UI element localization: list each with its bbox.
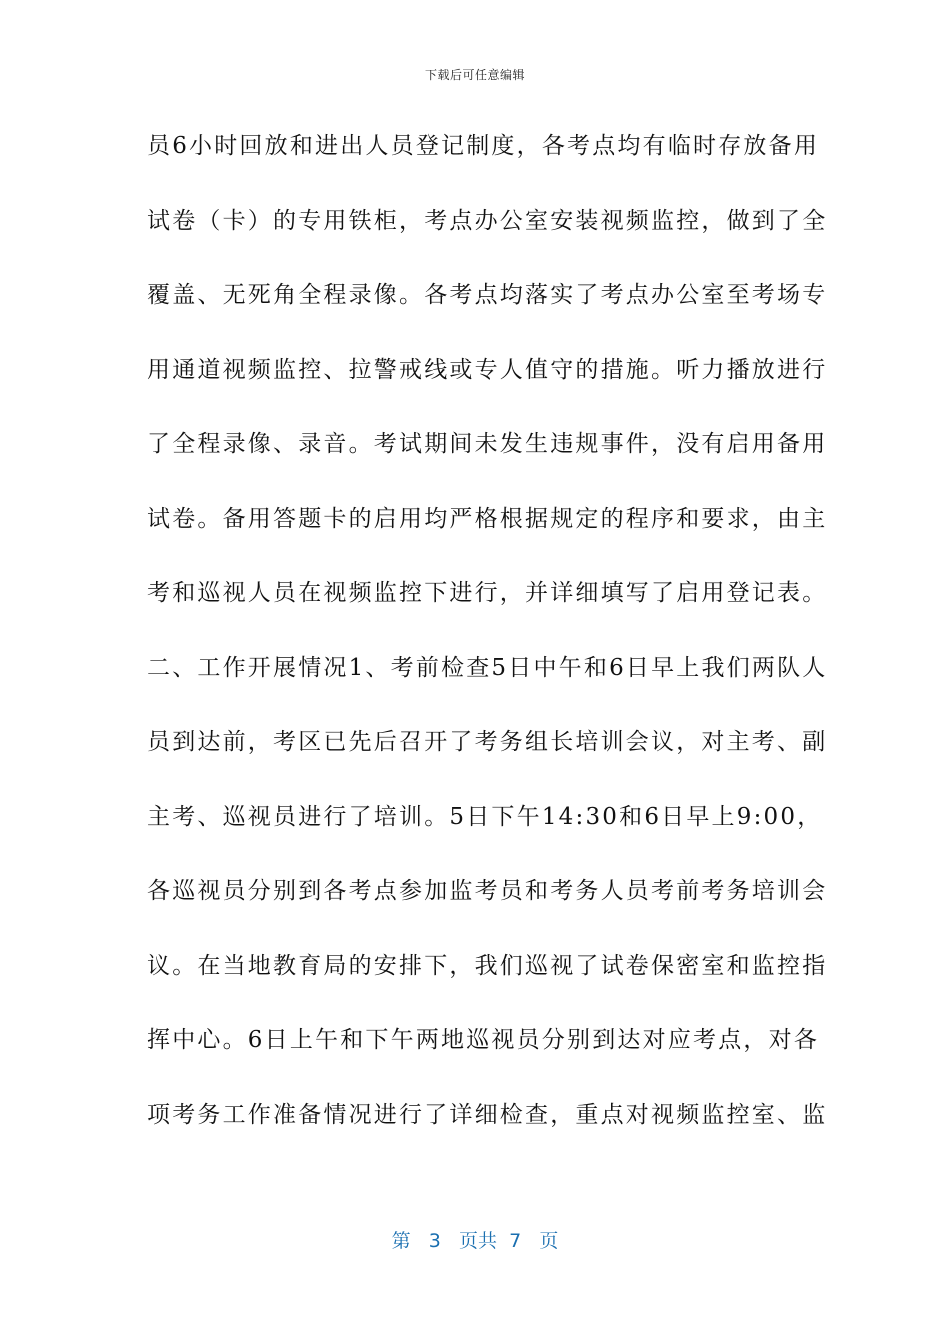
- text-line: 主考、巡视员进行了培训。5日下午14:30和6日早上9:00，: [147, 803, 823, 830]
- page-header: 下载后可任意编辑: [424, 68, 525, 82]
- text-line: 议。在当地教育局的安排下，我们巡视了试卷保密室和监控指: [147, 952, 828, 979]
- text-line: 各巡视员分别到各考点参加监考员和考务人员考前考务培训会: [147, 878, 828, 904]
- text-line: 用通道视频监控、拉警戒线或专人值守的措施。听力播放进行: [147, 356, 828, 383]
- footer-prefix: 第: [391, 1230, 411, 1252]
- text-line: 考和巡视人员在视频监控下进行，并详细填写了启用登记表。: [147, 580, 828, 606]
- page-footer: [0, 1226, 950, 1253]
- text-line: 员6小时回放和进出人员登记制度，各考点均有临时存放备用: [147, 133, 820, 159]
- text-line: 了全程录像、录音。考试期间未发生违规事件，没有启用备用: [147, 431, 828, 457]
- text-line: 项考务工作准备情况进行了详细检查，重点对视频监控室、监: [147, 1101, 828, 1128]
- footer-middle: 页共: [459, 1230, 498, 1252]
- text-line: 二、工作开展情况1、考前检查5日中午和6日早上我们两队人: [147, 654, 828, 681]
- footer-total-pages: 7: [509, 1230, 522, 1252]
- text-line: 覆盖、无死角全程录像。各考点均落实了考点办公室至考场专: [147, 282, 828, 308]
- text-line: 挥中心。6日上午和下午两地巡视员分别到达对应考点，对各: [147, 1027, 820, 1053]
- text-line: 试卷。备用答题卡的启用均严格根据规定的程序和要求，由主: [147, 505, 828, 532]
- document-body: [147, 118, 828, 1161]
- text-line: 员到达前，考区已先后召开了考务组长培训会议，对主考、副: [147, 729, 828, 755]
- text-line: 试卷（卡）的专用铁柜，考点办公室安装视频监控，做到了全: [147, 207, 828, 234]
- footer-page-number: 3: [428, 1230, 441, 1252]
- footer-suffix: 页: [539, 1230, 559, 1252]
